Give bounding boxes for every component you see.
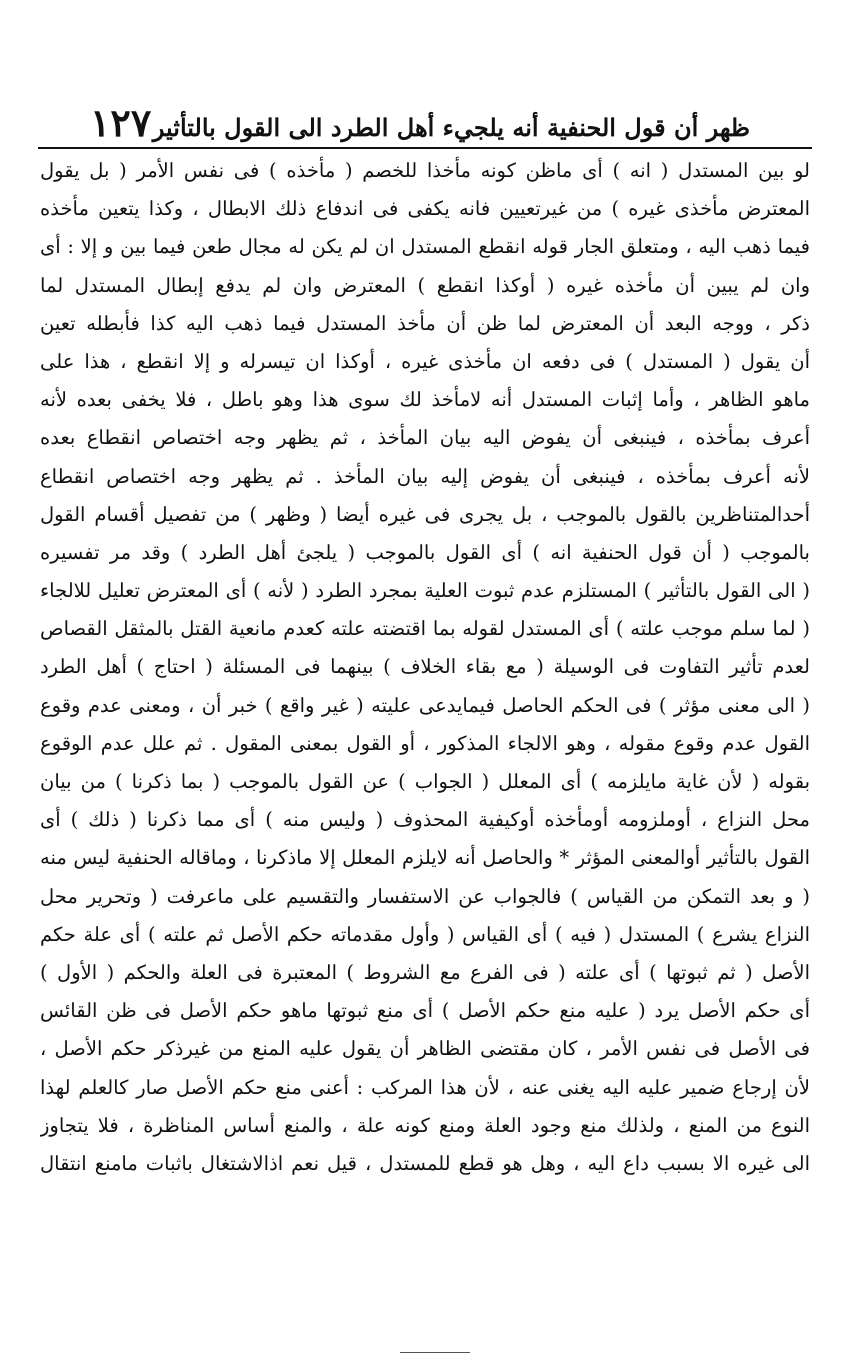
running-title: ظهر أن قول الحنفية أنه يلجيء أهل الطرد الى القول بالتأثير xyxy=(152,113,750,142)
text-line: ( و بعد التمكن من القياس ) فالجواب عن الاستفسار والتقسيم على ماعرفت ( وتحرير محل xyxy=(40,884,810,908)
text-line: فى الأصل فى نفس الأمر ، كان مقتضى الظاهر أن يقول عليه المنع من غيرذكر حكم الأصل ، xyxy=(40,1037,810,1061)
text-line: ( لما سلم موجب علته ) أى المستدل لقوله بما اقتضته علته كعدم مانعية القتل بالمثقل القصاص xyxy=(40,617,810,641)
text-line: أى حكم الأصل يرد ( عليه منع حكم الأصل ) أى منع ثبوتها ماهو حكم الأصل فى ظن القائس xyxy=(40,999,810,1023)
text-line: ماهو الظاهر ، وأما إثبات المستدل أنه لامأخذ لك سوى هذا وهو باطل ، فلا يخفى بعده لأنه xyxy=(40,388,810,412)
text-line: ( الى معنى مؤثر ) فى الحكم الحاصل فيمايدعى عليته ( غير واقع ) خبر أن ، ومعنى عدم وقوع xyxy=(40,693,810,717)
text-line: القول عدم وقوع مقوله ، وهو الالجاء المذكور ، أو القول بمعنى المقول . ثم علل عدم الوقوع xyxy=(40,731,810,755)
header-rule xyxy=(38,147,812,149)
text-line: لو بين المستدل ( انه ) أى ماظن كونه مأخذا للخصم ( مأخذه ) فى نفس الأمر ( بل يقول xyxy=(40,159,810,182)
body-text xyxy=(40,152,810,1183)
text-line: محل النزاع ، أوملزومه أومأخذه أوكيفية المحذوف ( وليس منه ) أى مما ذكرنا ( ذلك ) أى xyxy=(40,808,810,832)
text-line: ذكر ، ووجه البعد أن المعترض لما ظن أن مأخذ المستدل فيما ذهب اليه كذا فأبطله تعين xyxy=(40,311,810,335)
text-line: النوع من المنع ، ولذلك منع وجود العلة ومنع كونه علة ، والمنع أساس المناظرة ، فلا يتجاوز xyxy=(40,1113,810,1137)
text-line: الى غيره الا بسبب داع اليه ، وهل هو قطع للمستدل ، قيل نعم اذالاشتغال باثبات مامنع انتقال xyxy=(40,1151,810,1175)
text-line: القول بالتأثير أوالمعنى المؤثر * والحاصل أنه لايلزم المعلل إلا ماذكرنا ، وماقاله الحنفية ليس منه xyxy=(40,846,810,870)
text-line: أن يقول ( المستدل ) فى دفعه ان مأخذى غيره ، أوكذا ان تيسرله و إلا انقطع ، هذا على xyxy=(40,349,810,373)
footer-mark xyxy=(400,1352,470,1353)
text-line: لأن إرجاع ضمير عليه اليه يغنى عنه ، لأن هذا المركب : أعنى منع حكم الأصل صار كالعلم لهذا xyxy=(40,1075,810,1099)
text-line: النزاع يشرع ) المستدل ( فيه ) أى القياس ( وأول مقدماته حكم الأصل ثم علته ) أى علة حكم xyxy=(40,922,810,946)
text-line: ( الى القول بالتأثير ) المستلزم عدم ثبوت العلية بمجرد الطرد ( لأنه ) أى المعترض تعليل للالجاء xyxy=(40,579,810,603)
text-line: بقوله ( لأن غاية مايلزمه ) أى المعلل ( الجواب ) عن القول بالموجب ( بما ذكرنا ) من بيان xyxy=(40,770,810,793)
text-line: فيما ذهب اليه ، ومتعلق الجار قوله انقطع المستدل ان لم يكن له مجال طعن فيما بين و إلا : أى xyxy=(40,235,810,259)
page-header xyxy=(40,92,810,145)
text-line: المعترض مأخذى غيره ) من غيرتعيين فانه يكفى فى اندفاع ذلك الابطال ، وكذا يتعين مأخذه xyxy=(40,197,810,221)
text-line: أعرف بمأخذه ، فينبغى أن يفوض اليه بيان المأخذ ، ثم يظهر وجه اختصاص انقطاع بعده xyxy=(40,426,810,450)
text-line: الأصل ( ثم ثبوتها ) أى علته ( فى الفرع مع الشروط ) المعتبرة فى العلة والحكم ( الأول ) xyxy=(40,960,810,984)
text-line: أحدالمتناظرين بالقول بالموجب ، بل يجرى فى غيره أيضا ( وظهر ) من تفصيل أقسام القول xyxy=(40,502,810,526)
text-line: لعدم تأثير التفاوت فى الوسيلة ( مع بقاء الخلاف ) بينهما فى المسئلة ( احتاج ) أهل الطرد xyxy=(40,655,810,679)
text-line: بالموجب ( أن قول الحنفية انه ) أى القول بالموجب ( يلجئ أهل الطرد ) وقد مر تفسيره xyxy=(40,540,810,564)
page-number: ١٢٧ xyxy=(90,100,152,145)
text-line: وان لم يبين أن مأخذه غيره ( أوكذا انقطع ) المعترض وان لم يدفع إبطال المستدل لما xyxy=(40,273,810,297)
text-line: لأنه أعرف بمأخذه ، فينبغى أن يفوض إليه بيان المأخذ . ثم يظهر وجه اختصاص انقطاع xyxy=(40,464,810,488)
